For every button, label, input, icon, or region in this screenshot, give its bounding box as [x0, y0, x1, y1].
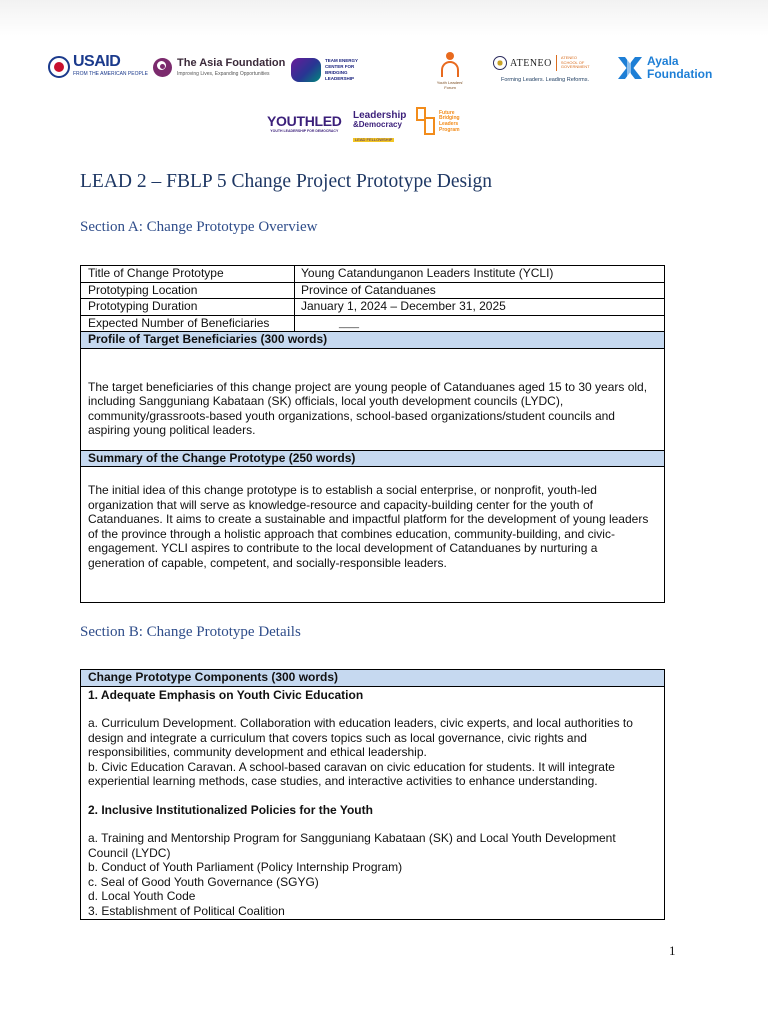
row-key: Title of Change Prototype: [81, 266, 295, 282]
summary-cell: [81, 467, 664, 602]
ld-line-3: LEAD FELLOWSHIP: [355, 137, 393, 142]
asia-foundation-mark-icon: [153, 58, 172, 77]
section-b-heading: Section B: Change Prototype Details: [80, 624, 301, 640]
table-row: [81, 299, 664, 316]
usaid-tagline: FROM THE AMERICAN PEOPLE: [73, 71, 148, 77]
component-2-title: 2. Inclusive Institutionalized Policies for the Youth: [88, 802, 373, 817]
asia-foundation-tagline: Improving Lives, Expanding Opportunities: [177, 70, 270, 77]
table-row: [81, 266, 664, 283]
summary-text: The initial idea of this change prototype is to establish a social enterprise, or nonprofit, youth-led organization that will serve as knowledge-resource and capacity-building center for the youth of Catanduanes. It aims to create a sustainable and impactful platform for the development of young leaders of the province through a holistic approach that combines education, community-building, and civic-engagement. YCLI aspires to contribute to the local development of Catanduanes by nurturing a generation of capable, competent, and socially-responsible leaders.: [88, 483, 649, 570]
ayala-x-icon: [617, 55, 643, 81]
ayala-line-2: Foundation: [647, 67, 713, 81]
section-a-heading: Section A: Change Prototype Overview: [80, 219, 318, 235]
usaid-word: USAID: [73, 53, 121, 70]
components-cell: [81, 687, 664, 920]
ayala-line-1: Ayala: [647, 54, 679, 69]
fblp-line-2: Bridging: [439, 115, 460, 122]
overview-table: [80, 265, 665, 603]
ateneo-word: ATENEO: [510, 57, 552, 69]
ateneo-logo: [493, 55, 591, 83]
fblp-line-1: Future: [439, 109, 455, 116]
profile-header: Profile of Target Beneficiaries (300 words): [81, 332, 664, 349]
table-row: [81, 316, 664, 333]
leadership-democracy-logo: [353, 111, 406, 145]
list-item: d. Local Youth Code: [88, 889, 196, 903]
ateneo-seal-icon: [493, 56, 507, 70]
row-key: Prototyping Duration: [81, 299, 295, 315]
asia-foundation-name: The Asia Foundation: [177, 57, 286, 70]
component-1-a: a. Curriculum Development. Collaboration with education leaders, civic experts, and local authorities to design and integrate a curriculum that covers topics such as local governance, civic rights and responsibilities, community development and ethical leadership.: [88, 716, 633, 759]
youth-leaders-forum-text: Youth Leaders' Forum: [436, 80, 464, 90]
list-item: c. Seal of Good Youth Governance (SGYG): [88, 874, 319, 889]
component-1-b: b. Civic Education Caravan. A school-based caravan on civic education for students. It will integrate experiential learning methods, case studies, and interactive activities to enhance understanding.: [88, 759, 615, 788]
asia-foundation-logo: [153, 58, 285, 77]
row-value: Young Catandunganon Leaders Institute (YCLI): [301, 266, 554, 280]
person-icon: [439, 52, 461, 80]
row-value: Province of Catanduanes: [301, 282, 436, 297]
ateneo-school-name: ATENEO SCHOOL OF GOVERNMENT: [560, 54, 590, 70]
list-item: 3. Establishment of Political Coalition: [88, 903, 285, 918]
profile-text: The target beneficiaries of this change project are young people of Catanduanes aged 15 to 30 years old, including Sangguniang Kabataan (SK) officials, local youth development councils (LYDC), community/grassroots-based youth organizations, school-based organizations/student councils and aspiring young political leaders.: [88, 379, 648, 437]
page-number: 1: [669, 943, 676, 958]
fblp-mark-icon: [416, 107, 436, 137]
row-key: Prototyping Location: [81, 283, 295, 299]
youthled-word: YOUTHLED: [267, 113, 342, 129]
youthled-tagline: YOUTH LEADERSHIP FOR DEMOCRACY: [270, 129, 339, 133]
list-item: b. Conduct of Youth Parliament (Policy Internship Program): [88, 860, 403, 874]
components-header: Change Prototype Components (300 words): [81, 670, 664, 687]
ateneo-tagline: Forming Leaders. Leading Reforms.: [501, 77, 590, 83]
fblp-line-3: Leaders: [439, 121, 459, 127]
youth-leaders-forum-logo: [432, 52, 468, 90]
usaid-logo: [48, 54, 148, 78]
team-energy-logo: [291, 58, 375, 82]
ld-line-1: Leadership: [353, 110, 407, 121]
usaid-seal-icon: [48, 56, 70, 78]
list-item: a. Training and Mentorship Program for Sangguniang Kabataan (SK) and Local Youth Development Council (LYDC): [88, 831, 616, 860]
team-energy-text: TEAM ENERGY CENTER FOR BRIDGING LEADERSHIP: [325, 58, 358, 81]
summary-header: Summary of the Change Prototype (250 words): [81, 451, 664, 468]
row-value: January 1, 2024 – December 31, 2025: [301, 299, 506, 313]
table-row: [81, 283, 664, 300]
youthled-logo: [267, 113, 342, 133]
team-energy-mark-icon: [291, 58, 321, 82]
ateneo-divider: [556, 55, 557, 71]
profile-cell: [81, 349, 664, 451]
document-title: LEAD 2 – FBLP 5 Change Project Prototype Design: [80, 171, 492, 192]
ayala-foundation-logo: [617, 55, 712, 81]
row-value: ____: [339, 317, 360, 328]
row-key: Expected Number of Beneficiaries: [81, 316, 295, 332]
ld-line-2: &Democracy: [353, 120, 402, 129]
fblp-logo: [416, 107, 460, 137]
fblp-line-4: Program: [439, 126, 460, 133]
component-1-title: 1. Adequate Emphasis on Youth Civic Education: [88, 687, 364, 702]
page-top-band: [0, 0, 768, 36]
components-table: [80, 669, 665, 920]
